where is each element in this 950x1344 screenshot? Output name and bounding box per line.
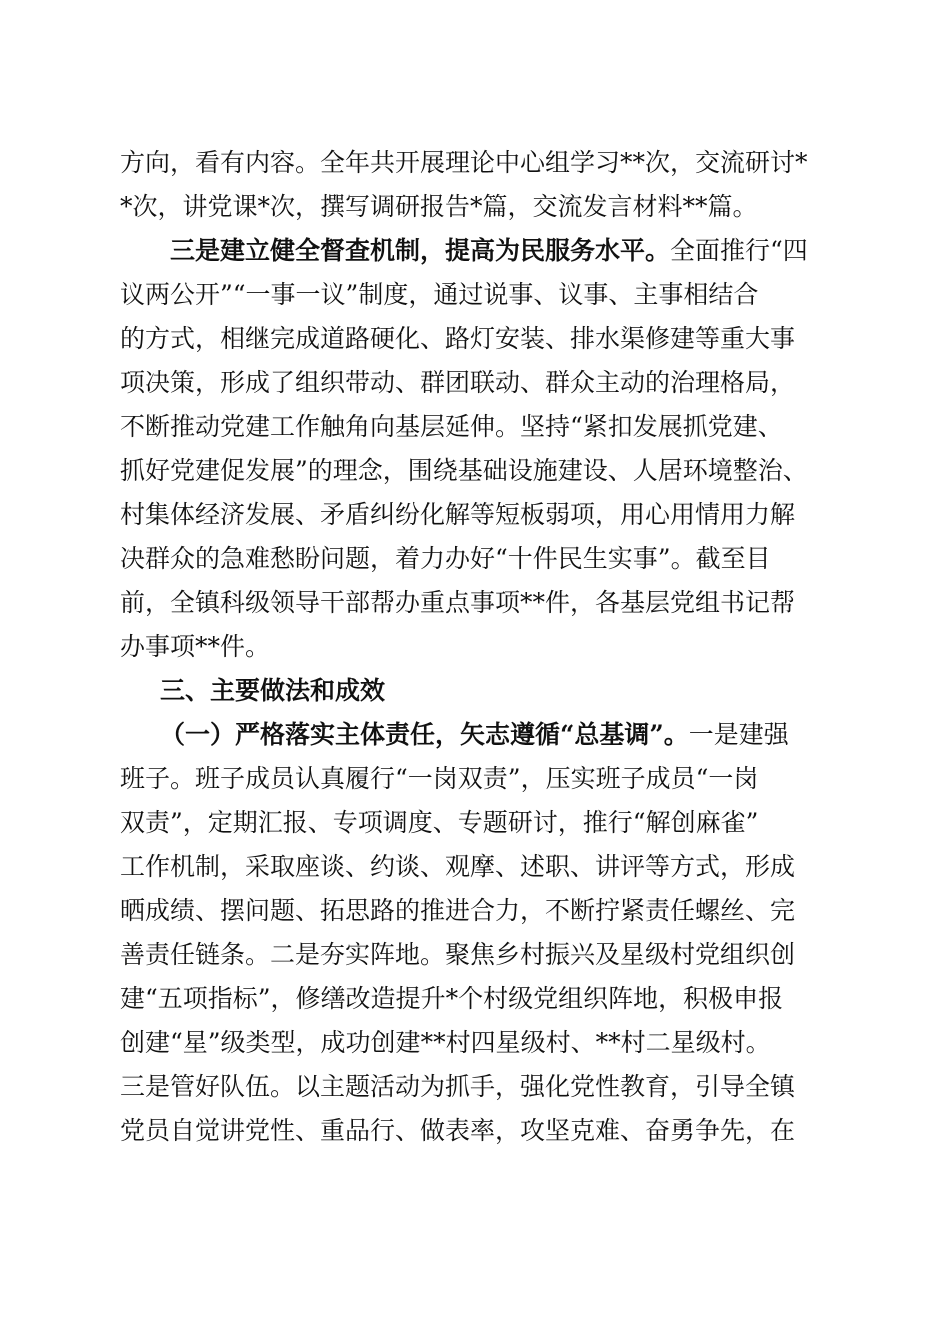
text-span: 全面推行“四 xyxy=(670,236,808,265)
text-line: 村集体经济发展、矛盾纠纷化解等短板弱项，用心用情用力解 xyxy=(120,500,796,529)
text-line: 班子。班子成员认真履行“一岗双责”，压实班子成员“一岗 xyxy=(120,764,759,793)
text-line: 创建“星”级类型，成功创建**村四星级村、**村二星级村。 xyxy=(120,1028,771,1057)
section-heading: 三、主要做法和成效 xyxy=(160,676,386,705)
paragraph-lead-sentence: 三是建立健全督查机制，提高为民服务水平。 xyxy=(170,236,671,265)
text-line: 不断推动党建工作触角向基层延伸。坚持“紧扣发展抓党建、 xyxy=(120,412,783,441)
paragraph-first-line xyxy=(170,231,808,271)
paragraph-lead-sentence: （一）严格落实主体责任，矢志遵循“总基调”。 xyxy=(160,720,689,749)
text-line: *次，讲党课*次，撰写调研报告*篇，交流发言材料**篇。 xyxy=(120,192,758,221)
text-line: 方向，看有内容。全年共开展理论中心组学习**次，交流研讨* xyxy=(120,148,808,177)
text-line: 晒成绩、摆问题、拓思路的推进合力，不断拧紧责任螺丝、完 xyxy=(120,896,796,925)
text-line: 三是管好队伍。以主题活动为抓手，强化党性教育，引导全镇 xyxy=(120,1072,796,1101)
text-span: 一是建强 xyxy=(688,720,789,749)
paragraph-first-line xyxy=(160,715,789,755)
text-line: 工作机制，采取座谈、约谈、观摩、述职、讲评等方式，形成 xyxy=(120,852,796,881)
text-line: 建“五项指标”，修缮改造提升*个村级党组织阵地，积极申报 xyxy=(120,984,784,1013)
text-line: 抓好党建促发展”的理念，围绕基础设施建设、人居环境整治、 xyxy=(120,456,808,485)
text-line: 决群众的急难愁盼问题，着力办好“十件民生实事”。截至目 xyxy=(120,544,771,573)
text-line: 前，全镇科级领导干部帮办重点事项**件，各基层党组书记帮 xyxy=(120,588,796,617)
text-line: 议两公开”“一事一议”制度，通过说事、议事、主事相结合 xyxy=(120,280,759,309)
text-line: 项决策，形成了组织带动、群团联动、群众主动的治理格局， xyxy=(120,368,796,397)
text-line: 善责任链条。二是夯实阵地。聚焦乡村振兴及星级村党组织创 xyxy=(120,940,796,969)
text-line: 党员自觉讲党性、重品行、做表率，攻坚克难、奋勇争先，在 xyxy=(120,1116,796,1145)
text-line: 的方式，相继完成道路硬化、路灯安装、排水渠修建等重大事 xyxy=(120,324,796,353)
text-line: 办事项**件。 xyxy=(120,632,271,661)
text-line: 双责”，定期汇报、专项调度、专题研讨，推行“解创麻雀” xyxy=(120,808,759,837)
